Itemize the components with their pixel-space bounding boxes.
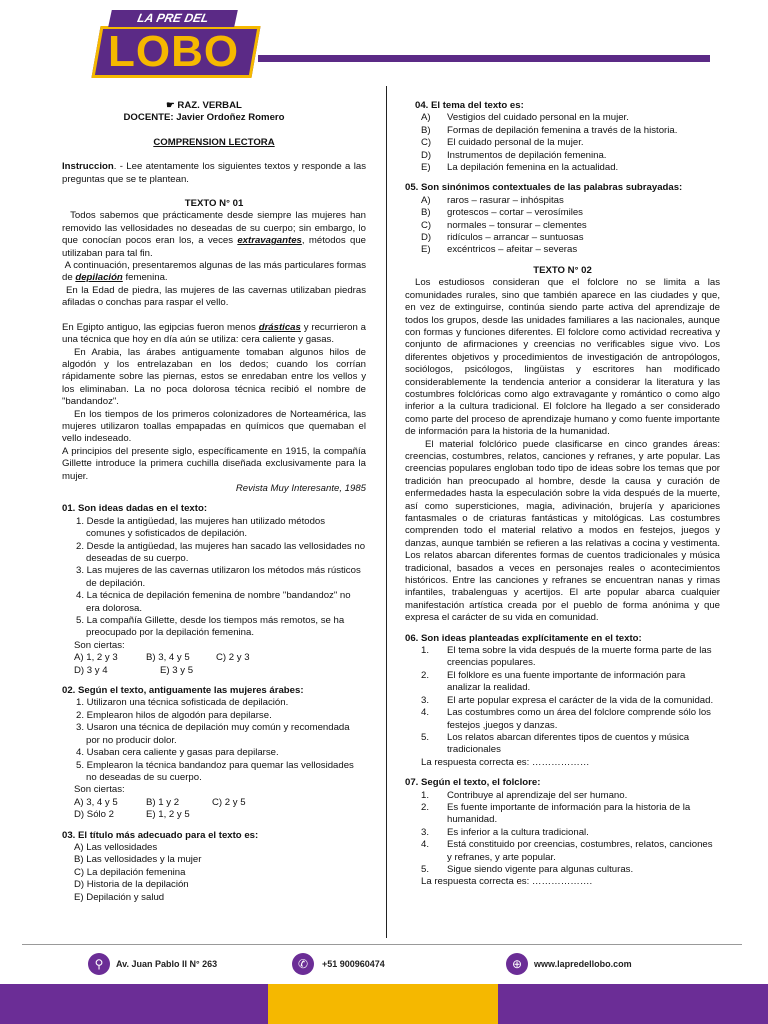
list-item: 4. Usaban cera caliente y gasas para depilarse. — [76, 747, 279, 759]
text2-paragraph: El material folclórico puede clasificarse en cinco grandes áreas: creencias, costumbres, relatos, canciones y refranes, y arte popular. Las creencias populares engloban todo tipo de ideas sobre los temas que por tradición han preocupado al hombre, desde la causa y curación de enfermedades hasta la especulación sobre la vida después de la muerte, así como supersticiones, magia, adivinación, brujería y apariciones fantasmales o de criaturas fantásticas y mitológicas. Las costumbres comprenden todo el material relativo a modos en festejos, juegos y danzas, aunque también se refieren a las relativas a cocina y vestimenta. Los relatos abarcan diferentes formas de cuentos tradicionales y música tradicional, basados a veces en personajes reales o acontecimientos históricos. Entre las canciones y refranes se encuentran nanas y rimas infantiles, trabalenguas y acertijos. El arte popular abarca cualquier manifestación artística creada por el pueblo de forma anónima y que expresa el carácter de su vida en comunidad. — [405, 438, 720, 624]
globe-icon: ⊕ — [506, 953, 528, 975]
list-item: 2. El folklore es una fuente importante de información para analizar la realidad. — [421, 669, 686, 694]
footer-phone[interactable]: +51 900960474 — [322, 959, 385, 969]
list-item: 1. Desde la antigüedad, las mujeres han utilizado métodos comunes y sofisticados de depilación. — [76, 515, 326, 540]
text2-paragraph: Los estudiosos consideran que el folclore no se limita a las comunidades rurales, sino que también aparece en las ciudades y que, en vez de extinguirse, continúa siendo parte activa del aprendizaje de todos los grupos, desde las unidades familiares a las nacionales, aunque con formas y funciones diferentes. El folclore como actividad recreativa y conjunto de afirmaciones y creencias no verificables sigue vivo. Los diferentes objetivos y procedimientos de investigación de antropólogos, sociólogos, psicólogos, lingüistas y escritores han modificado considerablemente la tendencia anterior a considerar la literatura y las costumbres folclóricas como algo extravagante y romántico o como algo inferior a la cultura tradicional. El folclore ha llegado a ser considerado como parte del proceso de aprendizaje humano y como fuente importante de información para la historia de la humanidad. — [405, 277, 720, 438]
text1-paragraph: En Arabia, las árabes antiguamente tomaban algunos hilos de algodón y los entrelazaban en los dedos; cuando los corrían rápidamente sobre las piernas, estos se enredaban entre los vellos y los eliminaban. La no poca dolorosa técnica recibió el nombre de "bandandoz". — [62, 346, 366, 408]
list-item: 3. Usaron una técnica de depilación muy común y recomendada por no producir dolor. — [76, 722, 350, 746]
list-item: 1. Utilizaron una técnica sofisticada de depilación. — [76, 697, 289, 709]
option[interactable]: E) 1, 2 y 5 — [146, 809, 190, 821]
text1-title: TEXTO N° 01 — [184, 198, 244, 210]
list-item: 3. El arte popular expresa el carácter de la vida de la comunidad. — [421, 694, 714, 706]
section-title: COMPRENSION LECTORA — [153, 136, 275, 148]
q4-options — [405, 112, 720, 174]
question-01: 01. Son ideas dadas en el texto: — [62, 503, 208, 515]
q2-options-row — [62, 797, 366, 809]
list-item: 5. Sigue siendo vigente para algunas culturas. — [421, 863, 634, 875]
q1-options-row — [62, 652, 366, 664]
option[interactable]: A) 1, 2 y 3 — [74, 652, 118, 664]
list-item: 3. Las mujeres de las cavernas utilizaron los métodos más rústicos de depilación. — [76, 565, 361, 589]
option[interactable]: C) 2 y 5 — [212, 796, 246, 808]
option[interactable]: B) 3, 4 y 5 — [146, 652, 190, 664]
list-item: 2. Emplearon hilos de algodón para depilarse. — [76, 709, 272, 721]
option[interactable]: B) grotescos – cortar – verosímiles — [421, 207, 583, 219]
text1-paragraph: Todos sabemos que prácticamente desde siempre las mujeres han removido las vellosidades no deseadas de su cuerpo; sin embargo, lo que conocían pocos eran los, a veces extravagantes, métodos que utilizaban para tal fin. — [62, 210, 366, 259]
question-03: 03. El título más adecuado para el texto es: — [62, 829, 259, 841]
text1-paragraph: A principios del presente siglo, específicamente en 1915, la compañía Gillette introduce la primera cuchilla diseñada exclusivamente para la mujer. — [62, 445, 366, 482]
list-item: 5. Emplearon la técnica bandandoz para quemar las vellosidades no deseadas de su cuerpo. — [76, 759, 354, 783]
location-pin-icon: ⚲ — [88, 953, 110, 975]
option[interactable]: D) ridículos – arrancar – suntuosas — [421, 232, 584, 244]
question-02: 02. Según el texto, antiguamente las mujeres árabes: — [62, 685, 304, 697]
text1-paragraph: En Egipto antiguo, las egipcias fueron menos drásticas y recurrieron a una técnica que hoy en día aún se utiliza: cera caliente y gasas. — [62, 321, 367, 346]
option[interactable]: E) excéntricos – afeitar – severas — [421, 244, 578, 256]
option[interactable]: D) Sólo 2 — [74, 809, 114, 821]
q2-items — [62, 697, 366, 784]
subject-title: ☛ RAZ. VERBAL — [166, 100, 242, 111]
list-item: 4. Está constituido por creencias, costumbres, relatos, canciones y refranes, y arte popular. — [421, 839, 713, 863]
list-item: 1. El tema sobre la vida después de la muerte forma parte de las creencias populares. — [421, 645, 712, 669]
q5-options — [405, 195, 720, 257]
q1-options-row — [62, 665, 366, 677]
option[interactable]: A) 3, 4 y 5 — [74, 796, 118, 808]
footer-divider — [22, 944, 742, 945]
footer-address: Av. Juan Pablo II N° 263 — [116, 959, 218, 969]
q1-items — [62, 516, 366, 640]
q6-items — [405, 645, 720, 757]
footer-yellow-block — [268, 984, 498, 1024]
q7-answer-line[interactable]: La respuesta correcta es: ………………. — [421, 876, 593, 888]
option[interactable]: C) El cuidado personal de la mujer. — [421, 137, 584, 149]
option[interactable]: E) La depilación femenina en la actualidad. — [421, 162, 619, 174]
list-item: 2. Desde la antigüedad, las mujeres han sacado las vellosidades no deseadas de su cuerpo. — [76, 540, 366, 564]
option[interactable]: E) 3 y 5 — [160, 664, 194, 676]
list-item: 5. La compañía Gillette, desde los tiempos más remotos, se ha preocupado por la depilación femenina. — [76, 615, 345, 639]
list-item: 3. Es inferior a la cultura tradicional. — [421, 826, 589, 838]
question-07: 07. Según el texto, el folclore: — [405, 777, 541, 789]
option[interactable]: B) Las vellosidades y la mujer — [74, 854, 202, 866]
option[interactable]: B) Formas de depilación femenina a través de la historia. — [421, 124, 678, 136]
option[interactable]: A) Las vellosidades — [74, 841, 158, 853]
right-column — [405, 100, 720, 889]
header-band — [258, 55, 710, 62]
option[interactable]: C) 2 y 3 — [216, 652, 250, 664]
text2-title: TEXTO N° 02 — [533, 264, 592, 276]
teacher-name: DOCENTE: Javier Ordoñez Romero — [123, 112, 285, 124]
logo-word: LOBO — [108, 27, 240, 76]
option[interactable]: D) 3 y 4 — [74, 664, 108, 676]
q1-ciertas: Son ciertas: — [74, 639, 125, 651]
option[interactable]: B) 1 y 2 — [146, 796, 180, 808]
text1-paragraph: A continuación, presentaremos algunas de las más particulares formas de depilación femenina. — [62, 260, 366, 284]
list-item: 2. Es fuente importante de información para la historia de la humanidad. — [421, 801, 691, 826]
list-item: 1. Contribuye al aprendizaje del ser humano. — [421, 789, 628, 801]
option[interactable]: C) normales – tonsurar – clementes — [421, 219, 587, 231]
option[interactable]: D) Instrumentos de depilación femenina. — [421, 149, 607, 161]
q7-items — [405, 790, 720, 877]
list-item: 4. La técnica de depilación femenina de nombre "bandandoz" no era dolorosa. — [76, 590, 351, 614]
q2-options-row — [62, 809, 366, 821]
q6-answer-line[interactable]: La respuesta correcta es: ……………… — [421, 756, 590, 768]
footer-website[interactable]: www.lapredellobo.com — [534, 959, 632, 969]
column-divider — [386, 86, 387, 938]
text1-paragraph: En la Edad de piedra, las mujeres de las cavernas utilizaban piedras afiladas o conchas para raspar el vello. — [62, 284, 366, 309]
list-item: 5. Los relatos abarcan diferentes tipos de cuentos y música tradicionales — [421, 731, 690, 756]
option[interactable]: A) raros – rasurar – inhóspitas — [421, 194, 564, 206]
logo-top-text: LA PRE DEL — [108, 10, 238, 27]
option[interactable]: D) Historia de la depilación — [74, 879, 189, 891]
text1-paragraph: En los tiempos de los primeros colonizadores de Norteamérica, las mujeres utilizaron toallas empapadas en químicos que quemaban el vello indeseado. — [62, 408, 366, 445]
list-item: 4. Las costumbres como un área del folclore comprende sólo los festejos ,juegos y danzas. — [421, 707, 711, 731]
q2-ciertas: Son ciertas: — [74, 784, 125, 796]
instruction: Instruccion. - Lee atentamente los siguientes textos y responde a las preguntas que se te plantean. — [62, 161, 366, 185]
hand-icon: ☛ — [166, 100, 175, 111]
question-06: 06. Son ideas planteadas explícitamente en el texto: — [405, 632, 642, 644]
question-05: 05. Son sinónimos contextuales de las palabras subrayadas: — [405, 182, 683, 194]
option[interactable]: E) Depilación y salud — [74, 891, 165, 903]
question-04: 04. El tema del texto es: — [415, 100, 524, 111]
text1-source: Revista Muy Interesante, 1985 — [235, 482, 366, 494]
option[interactable]: A) Vestigios del cuidado personal en la mujer. — [421, 112, 629, 124]
logo — [96, 10, 258, 80]
option[interactable]: C) La depilación femenina — [74, 866, 186, 878]
left-column — [62, 100, 366, 904]
phone-icon: ✆ — [292, 953, 314, 975]
